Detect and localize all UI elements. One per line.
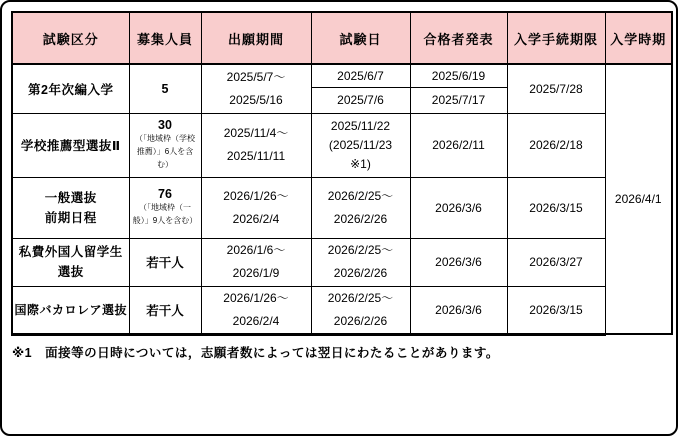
period-line: 2026/2/4 [232,211,280,226]
header-procedure-deadline: 入学手続期限 [507,12,605,64]
table-row-international-students [12,238,672,286]
footnote: ※1 面接等の日時については，志願者数によっては翌日にわたることがあります。 [12,346,499,360]
cell-application-period [201,177,311,238]
exam-date-line: 2026/2/25～ [327,290,394,305]
cell-exam-date [311,113,410,177]
cell-exam-date: 2025/7/6 [311,87,410,113]
cell-application-period [201,64,311,113]
header-exam-category: 試験区分 [12,12,129,64]
table-row-general-early [12,177,672,238]
cell-enrollment-time: 2026/4/1 [605,64,672,334]
cell-result-date: 2025/6/19 [410,64,507,87]
period-line: 2025/5/16 [229,92,283,107]
exam-date-line: 2026/2/25～ [327,188,394,203]
cell-procedure-deadline: 2026/3/27 [507,238,605,286]
table-row-international-baccalaureate [12,286,672,334]
period-line: 2026/1/6～ [226,243,286,257]
header-application-period: 出願期間 [201,12,311,64]
cell-application-period [201,238,311,286]
cell-result-date: 2026/3/6 [410,286,507,334]
header-capacity: 募集人員 [129,12,201,64]
cell-capacity: 5 [129,64,201,113]
period-line: 2026/1/9 [232,266,280,280]
cell-procedure-deadline: 2025/7/28 [507,64,605,113]
category-line: 選抜 [57,265,84,279]
cell-application-period [201,113,311,177]
cell-result-date: 2026/3/6 [410,238,507,286]
table-row-transfer-sub1 [12,64,672,87]
cell-result-date: 2025/7/17 [410,87,507,113]
cell-exam-date [311,286,410,334]
period-line: 2025/11/4～ [223,126,289,140]
exam-date-line: 2026/2/26 [333,266,388,280]
header-row [12,12,672,64]
exam-date-line: ※1) [350,156,371,171]
period-line: 2025/11/11 [226,149,286,163]
period-line: 2026/1/26～ [223,290,289,305]
header-result-announcement: 合格者発表 [410,12,507,64]
cell-capacity [129,177,201,238]
cell-procedure-deadline: 2026/2/18 [507,113,605,177]
header-enrollment-time: 入学時期 [605,12,672,64]
cell-exam-date: 2025/6/7 [311,64,410,87]
exam-date-line: 2025/11/22 [330,118,391,133]
admission-schedule-table [11,11,673,336]
header-exam-date: 試験日 [311,12,410,64]
exam-date-line: 2026/2/25～ [327,243,394,257]
cell-category [12,177,129,238]
cell-result-date: 2026/3/6 [410,177,507,238]
cell-exam-date [311,238,410,286]
exam-date-line: (2025/11/23 [328,137,393,152]
cell-procedure-deadline: 2026/3/15 [507,177,605,238]
cell-procedure-deadline: 2026/3/15 [507,286,605,334]
period-line: 2026/1/26～ [223,188,289,203]
cell-result-date: 2026/2/11 [410,113,507,177]
cell-capacity: 若干人 [129,286,201,334]
cell-category: 学校推薦型選抜Ⅱ [12,113,129,177]
table-row-school-recommendation [12,113,672,177]
cell-category [12,238,129,286]
exam-date-line: 2026/2/26 [333,211,388,226]
capacity-note: （「地域枠（一般）」9人を含む） [132,203,198,225]
exam-date-line: 2026/2/26 [333,313,388,328]
cell-category: 国際バカロレア選抜 [12,286,129,334]
capacity-note: （「地域枠（学校推薦）」6人を含む） [135,134,195,169]
period-line: 2025/5/7～ [226,69,286,84]
capacity-number: 76 [158,187,172,202]
category-line: 一般選抜 [44,190,97,205]
category-line: 前期日程 [44,210,97,225]
cell-exam-date [311,177,410,238]
period-line: 2026/2/4 [232,313,280,328]
cell-capacity [129,113,201,177]
capacity-number: 30 [158,118,172,133]
cell-application-period [201,286,311,334]
cell-category: 第2年次編入学 [12,64,129,113]
cell-capacity: 若干人 [129,238,201,286]
category-line: 私費外国人留学生 [18,245,123,259]
